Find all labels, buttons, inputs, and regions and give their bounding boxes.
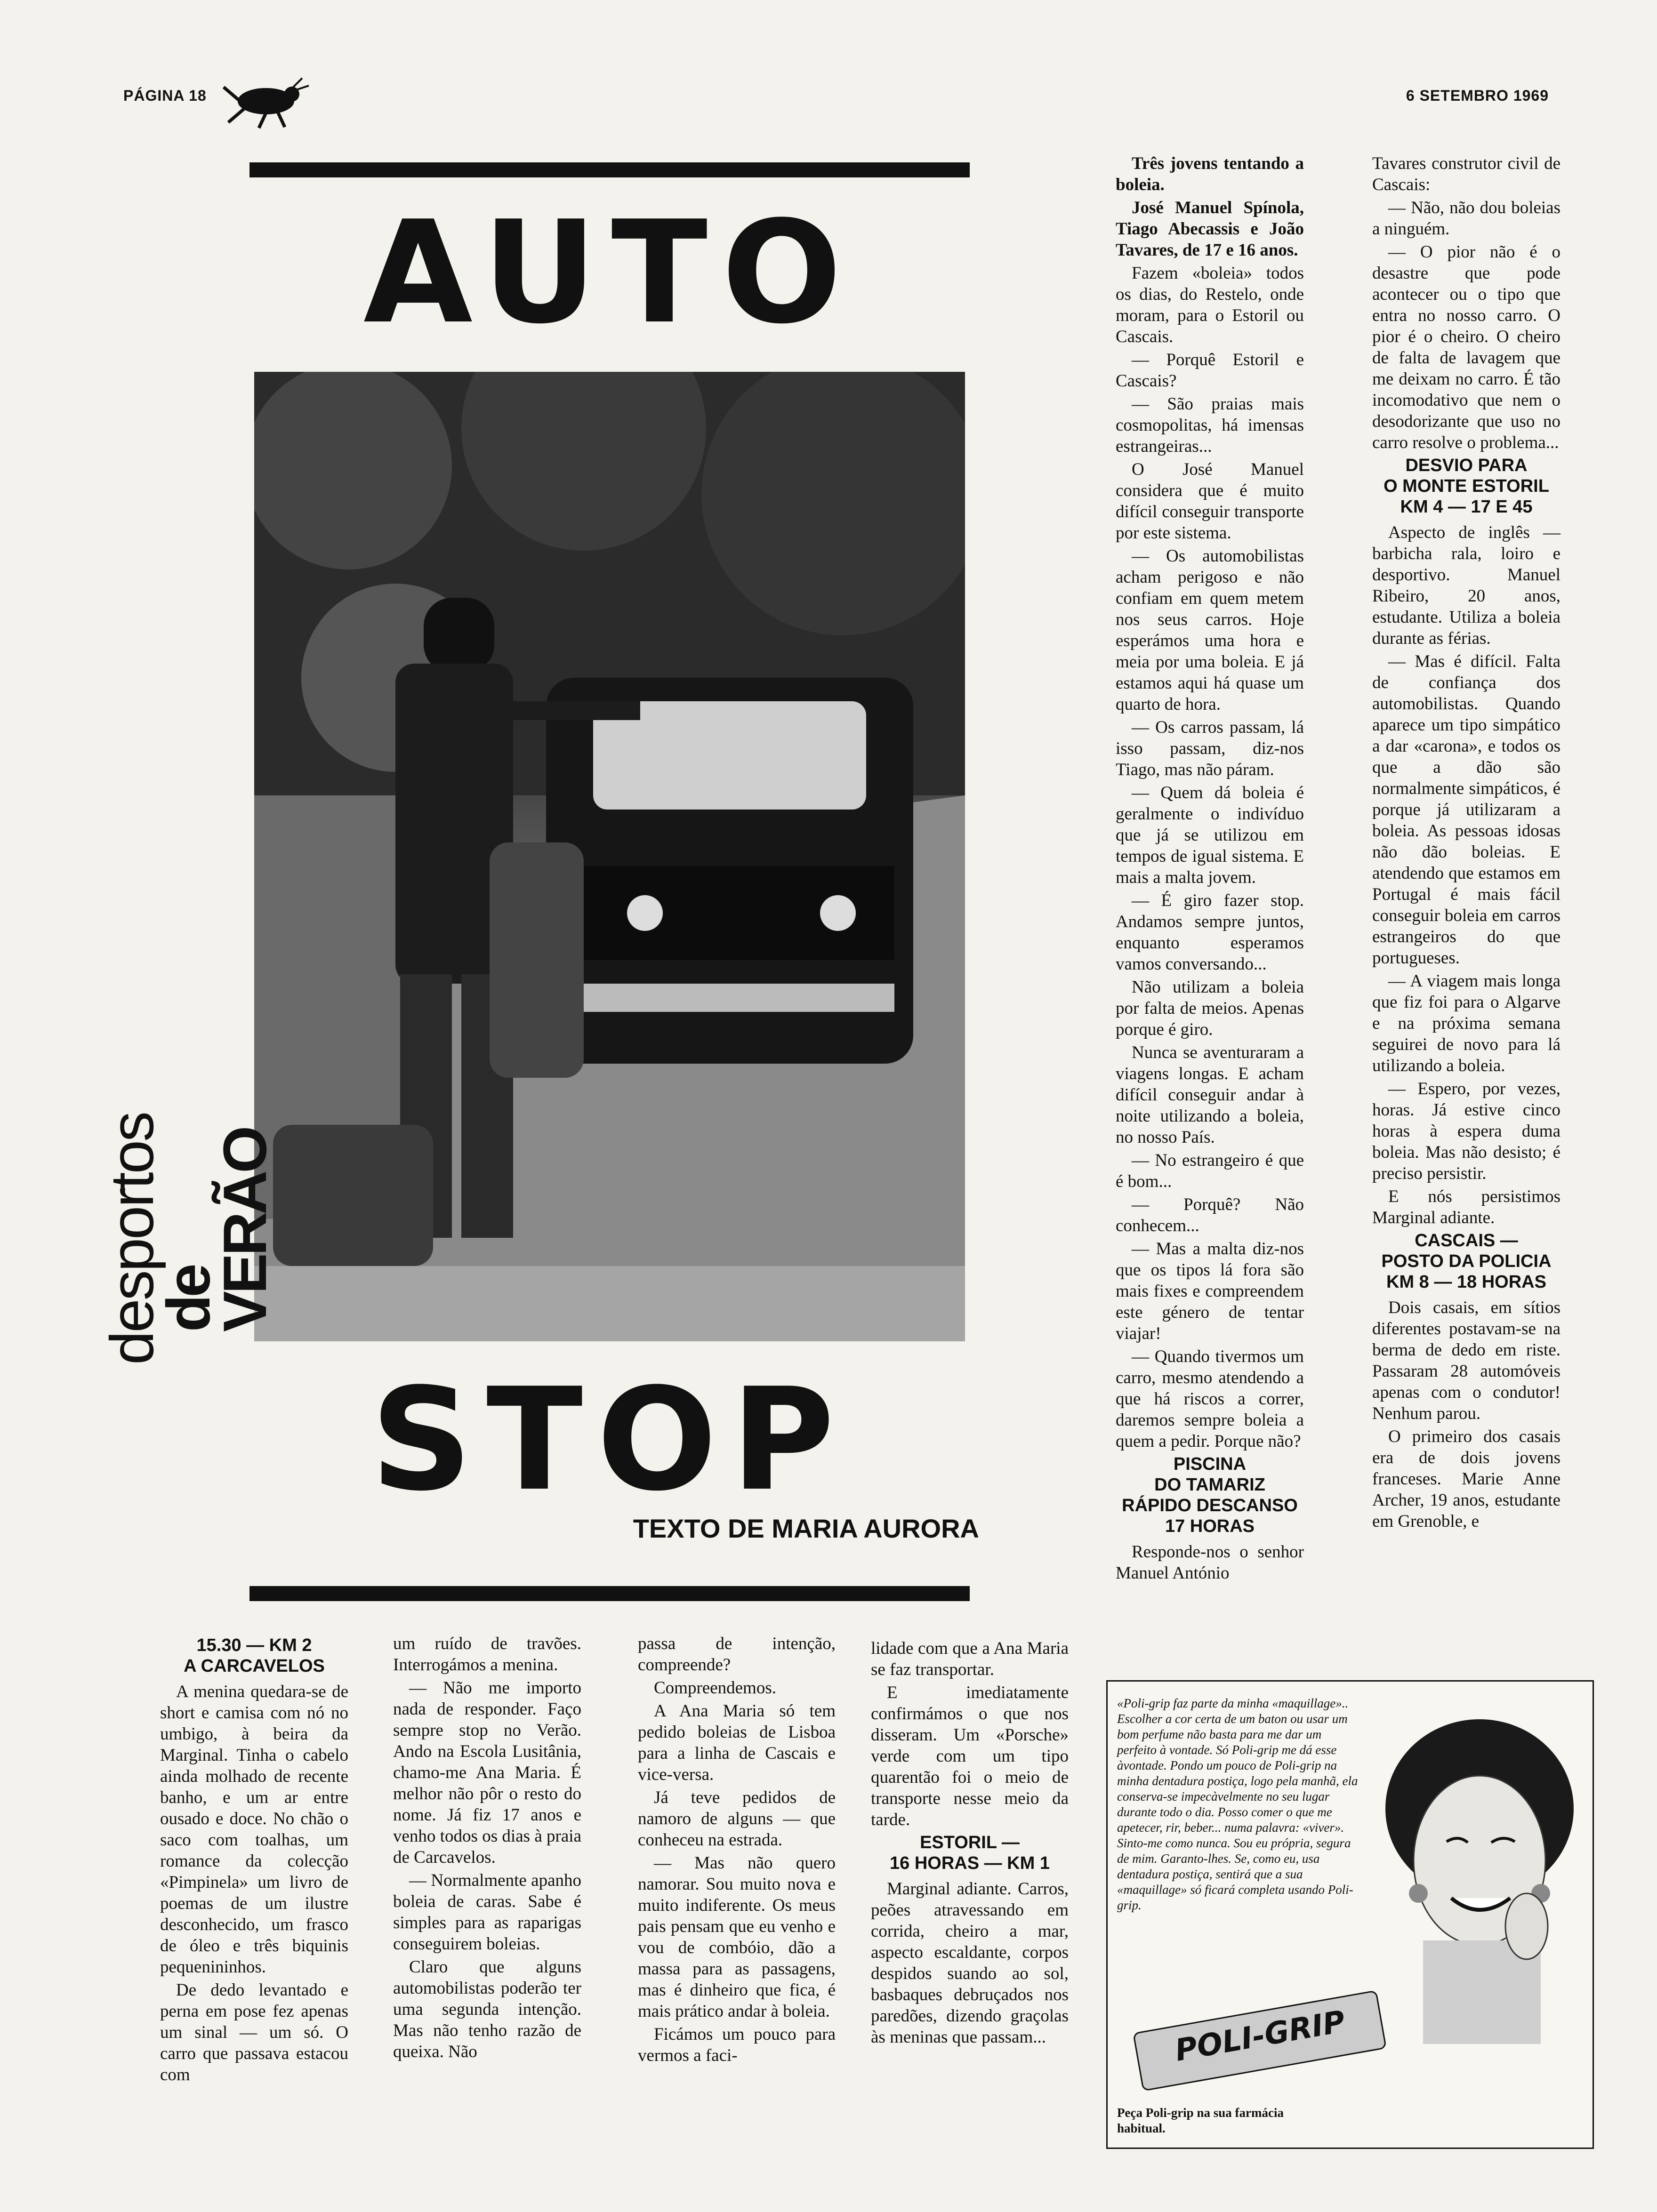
paragraph: — Porquê Estoril e Cascais?: [1116, 350, 1304, 391]
column-5: [1116, 153, 1304, 1586]
ad-footer: Peça Poli-grip na sua farmácia habitual.: [1117, 2106, 1284, 2135]
section-logo-line2: de VERÃO: [154, 1128, 279, 1332]
paragraph: Dois casais, em sítios diferentes postavam-se na berma de dedo em riste. Passaram 28 automóveis apenas com o condutor! Nenhum parou.: [1372, 1298, 1560, 1423]
subhead-cascais: CASCAIS — POSTO DA POLICIA KM 8 — 18 HORAS: [1381, 1231, 1552, 1292]
paragraph: Fazem «boleia» todos os dias, do Restelo, onde moram, para o Estoril ou Cascais.: [1116, 264, 1304, 346]
paragraph: Claro que alguns automobilistas poderão ter uma segunda intenção. Mas não tenho razão de queixa. Não: [393, 1957, 581, 2061]
section-logo-line1: desportos: [97, 1113, 166, 1365]
paragraph: Não utilizam a boleia por falta de meios. Apenas porque é giro.: [1116, 978, 1304, 1039]
paragraph: A Ana Maria só tem pedido boleias de Lisboa para a linha de Cascais e vice-versa.: [638, 1701, 836, 1784]
paragraph: — Mas a malta diz-nos que os tipos lá fora são mais fixes e compreendem este género de tentar viajar!: [1116, 1239, 1304, 1343]
paragraph: Já teve pedidos de namoro de alguns — que conheceu na estrada.: [638, 1788, 836, 1850]
column-1: [160, 1633, 348, 2087]
paragraph: — Quem dá boleia é geralmente o indivíduo que já se utilizou em tempos de igual sistema. E mais a malta jovem.: [1116, 783, 1304, 887]
paragraph: Responde-nos o senhor Manuel António: [1116, 1542, 1304, 1583]
insect-logo-icon: [221, 75, 311, 129]
paragraph: De dedo levantado e perna em pose fez apenas um sinal — um só. O carro que passava estacou com: [160, 1980, 348, 2084]
ad-brand: POLI-GRIP: [1172, 2004, 1348, 2068]
paragraph: — É giro fazer stop. Andamos sempre juntos, enquanto esperamos vamos conversando...: [1116, 891, 1304, 974]
page-number: PÁGINA 18: [123, 87, 207, 104]
section-logo: [97, 1082, 282, 1365]
woman-portrait: [1371, 1705, 1583, 2044]
subhead-estoril: ESTORIL — 16 HORAS — KM 1: [890, 1833, 1050, 1873]
headline-auto: AUTO: [363, 191, 856, 355]
paragraph: Aspecto de inglês — barbicha rala, loiro e desportivo. Manuel Ribeiro, 20 anos, estudante. Utiliza a boleia durante as férias.: [1372, 523, 1560, 648]
paragraph: — Quando tivermos um carro, mesmo atendendo a que há riscos a correr, daremos sempre boleia a quem a pedir. Porque não?: [1116, 1347, 1304, 1451]
ad-body-text: «Poli-grip faz parte da minha «maquillage».. Escolher a cor certa de um baton ou usar um bom perfume não basta para me dar um perfeito à vontade. Só Poli-grip me dá esse àvontade. Pondo um pouco de Poli-grip na minha dentadura postiça, logo pela manhã, ela conserva-se impecàvelmente no seu lugar durante todo o dia. Posso comer o que me apetecer, rir, beber... numa palavra: «viver». Sinto-me como nunca. Sou eu própria, segura de mim. Garanto-lhes. Se, como eu, usa dentadura postiça, sentirá que a sua «maquillage» só ficará completa usando Poli-grip.: [1117, 1696, 1358, 1912]
top-rule: [249, 162, 970, 177]
paragraph: — Mas é difícil. Falta de confiança dos automobilistas. Quando aparece um tipo simpático a dar «carona», e todos os que a dão são normalmente simpáticos, é porque já utilizaram a boleia. As pessoas idosas não dão boleias. E atendendo que estamos em Portugal é mais fácil conseguir boleia em carros estrangeiros do que portugueses.: [1372, 652, 1560, 968]
subhead-carcavelos: 15.30 — KM 2 A CARCAVELOS: [184, 1635, 325, 1676]
paragraph: — Os automobilistas acham perigoso e não confiam em quem metem nos seus carros. Hoje esperámos uma hora e meia por uma boleia. E já estamos aqui há quase um quarto de hora.: [1116, 546, 1304, 714]
paragraph: — Espero, por vezes, horas. Já estive cinco horas à espera duma boleia. Mas não desisto; é preciso persistir.: [1372, 1079, 1560, 1183]
paragraph: — Os carros passam, lá isso passam, diz-nos Tiago, mas não páram.: [1116, 718, 1304, 779]
column-4: [871, 1638, 1069, 2050]
byline: TEXTO DE MARIA AURORA: [633, 1514, 979, 1543]
column-6: [1372, 153, 1560, 1534]
paragraph: E nós persistimos Marginal adiante.: [1372, 1187, 1560, 1227]
paragraph: — Porquê? Não conhecem...: [1116, 1195, 1304, 1235]
paragraph: Compreendemos.: [654, 1678, 776, 1698]
paragraph: lidade com que a Ana Maria se faz transportar.: [871, 1639, 1069, 1679]
paragraph: A menina quedara-se de short e camisa com nó no umbigo, à beira da Marginal. Tinha o cabelo ainda molhado de recente banho, e um ar entre ousado e doce. No chão o saco com toalhas, um romance da colecção «Pimpinela» um livro de poemas de um ilustre desconhecido, um frasco de óleo e três biquinis pequenininhos.: [160, 1682, 348, 1977]
paragraph: O primeiro dos casais era de dois jovens franceses. Marie Anne Archer, 19 anos, estudante em Grenoble, e: [1372, 1427, 1560, 1531]
issue-date: 6 SETEMBRO 1969: [1406, 87, 1549, 104]
paragraph: — Não me importo nada de responder. Faço sempre stop no Verão. Ando na Escola Lusitânia, chamo-me Ana Maria. É melhor não pôr o resto do nome. Já fiz 17 anos e venho todos os dias à praia de Carcavelos.: [393, 1678, 581, 1867]
paragraph: um ruído de travões. Interrogámos a menina.: [393, 1634, 581, 1675]
column-2: [393, 1633, 581, 2064]
paragraph: Marginal adiante. Carros, peões atravessando em corrida, cheiro a mar, aspecto escaldante, corpos despidos suando ao sol, basbaques debruçados nos paredões, dizendo graçolas às meninas que passam...: [871, 1879, 1069, 2047]
paragraph-intro: Três jovens tentando a boleia.: [1116, 154, 1304, 194]
poli-grip-tube: [1133, 1990, 1387, 2091]
bottom-rule: [249, 1586, 970, 1601]
paragraph: passa de intenção, compreende?: [638, 1634, 836, 1675]
subhead-piscina: PISCINA DO TAMARIZ RÁPIDO DESCANSO 17 HORAS: [1122, 1454, 1298, 1536]
headline-stop: STOP: [370, 1358, 849, 1522]
paragraph: Tavares construtor civil de Cascais:: [1372, 154, 1560, 194]
poli-grip-advertisement: [1106, 1680, 1594, 2149]
subhead-monte-estoril: DESVIO PARA O MONTE ESTORIL KM 4 — 17 E 45: [1384, 456, 1549, 517]
paragraph: — A viagem mais longa que fiz foi para o Algarve e na próxima semana seguirei de novo para lá utilizando a boleia.: [1372, 971, 1560, 1075]
paragraph: — São praias mais cosmopolitas, há imensas estrangeiras...: [1116, 394, 1304, 456]
paragraph: — Mas não quero namorar. Sou muito nova e muito indiferente. Os meus pais pensam que eu venho e vou de combóio, dão a massa para as passagens, mas é dinheiro que fica, é mais prático andar à boleia.: [638, 1853, 836, 2021]
hitchhiker-photo: [254, 372, 965, 1341]
paragraph: Nunca se aventuraram a viagens longas. E acham difícil conseguir andar à noite utilizando a boleia, no nosso País.: [1116, 1043, 1304, 1147]
paragraph: O José Manuel considera que é muito difícil conseguir transporte por este sistema.: [1116, 460, 1304, 543]
paragraph-names: José Manuel Spínola, Tiago Abecassis e João Tavares, de 17 e 16 anos.: [1116, 198, 1304, 260]
paragraph: — No estrangeiro é que é bom...: [1116, 1151, 1304, 1191]
paragraph: — O pior não é o desastre que pode acontecer ou o tipo que entra no nosso carro. O pior é o cheiro. O cheiro de falta de lavagem que me deixam no carro. É tão incomodativo que nem o desodorizante que uso no carro resolve o problema...: [1372, 242, 1560, 452]
paragraph: — Não, não dou boleias a ninguém.: [1372, 198, 1560, 239]
paragraph: E imediatamente confirmámos o que nos disseram. Um «Porsche» verde com um tipo quarentão foi o meio de transporte nesse meio da tarde.: [871, 1683, 1069, 1829]
column-3: [638, 1633, 836, 2068]
paragraph: Ficámos um pouco para vermos a faci-: [638, 2025, 836, 2065]
paragraph: — Normalmente apanho boleia de caras. Sabe é simples para as raparigas conseguirem boleias.: [393, 1871, 581, 1954]
